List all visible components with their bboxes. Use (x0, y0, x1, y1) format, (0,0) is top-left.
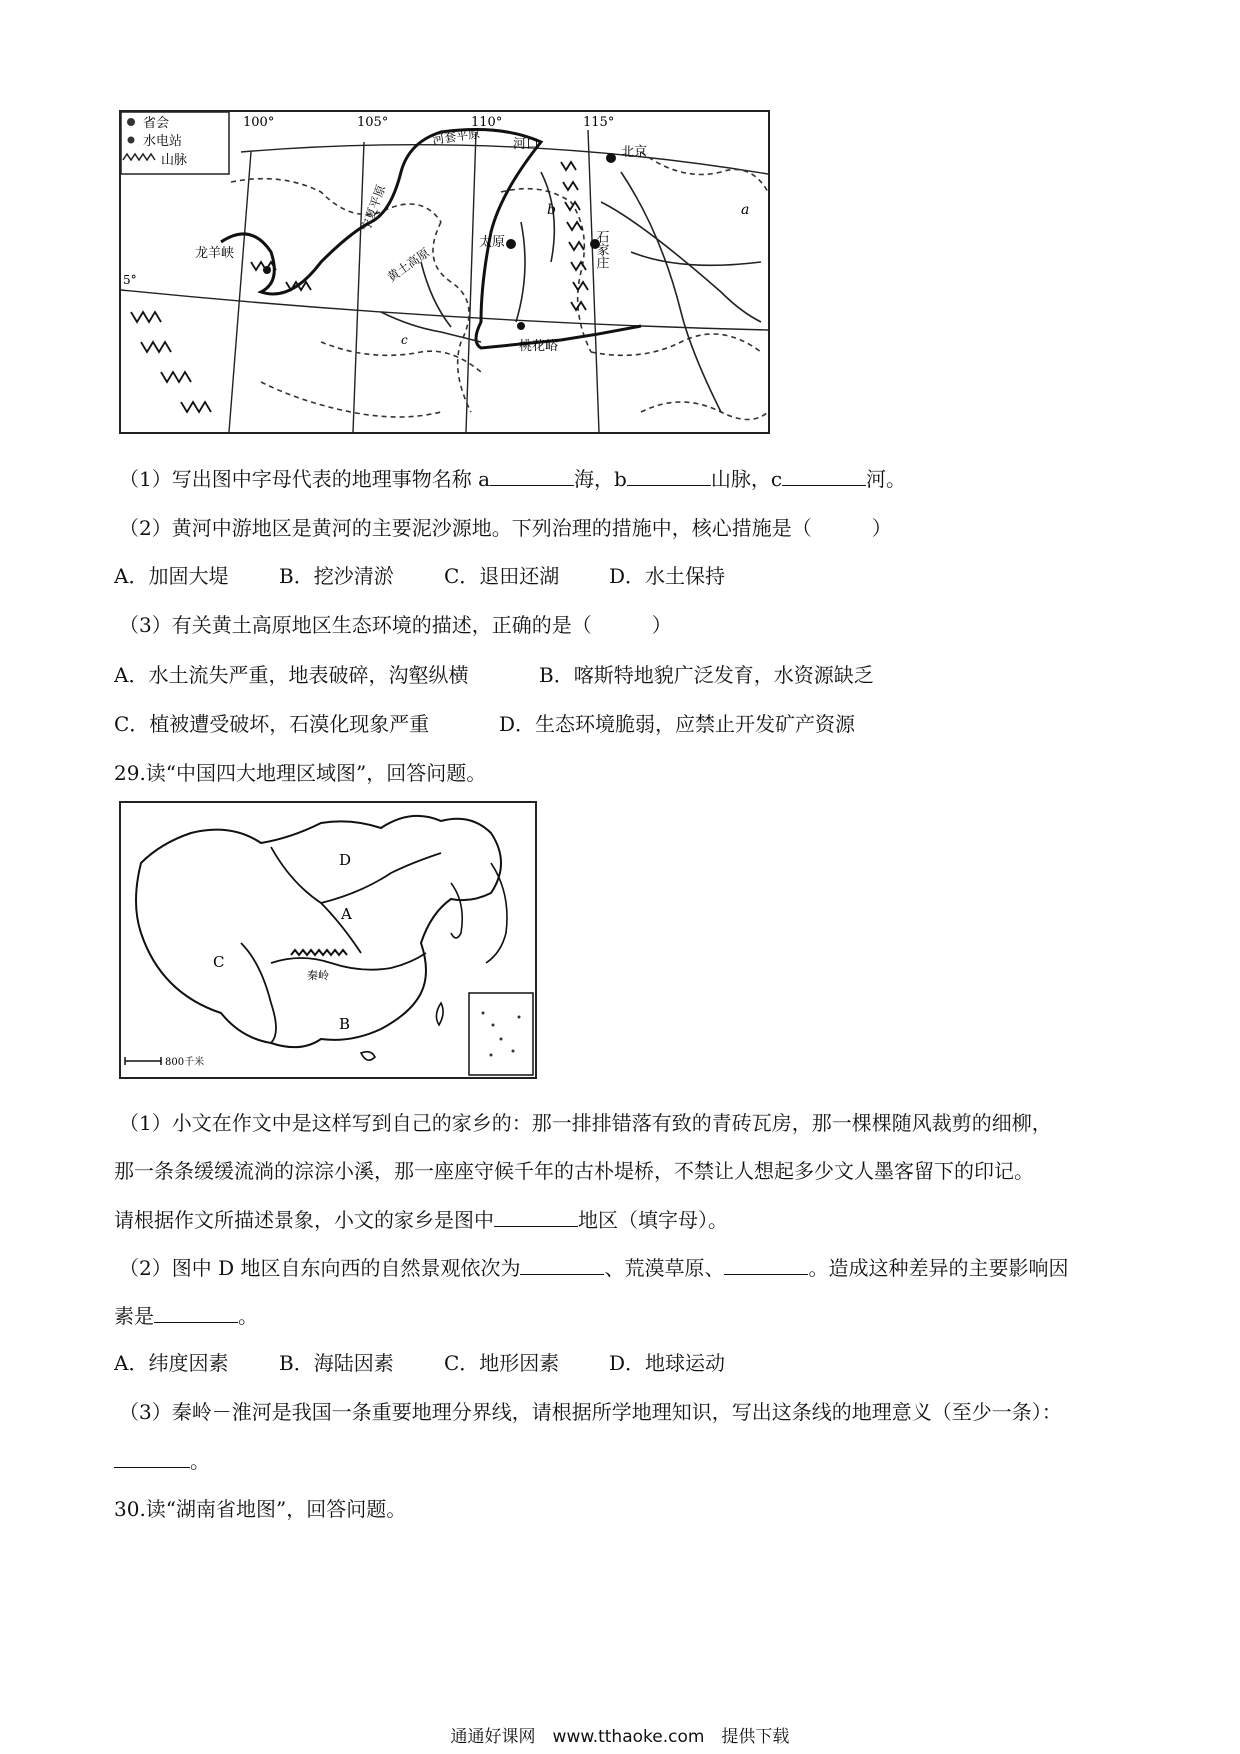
q29-p2-line2 (114, 1303, 258, 1329)
q29-p1-line1: （1）小文在作文中是这样写到自己的家乡的：那一排排错落有致的青砖瓦房，那一棵棵随风裁剪的细柳， (119, 1111, 1052, 1135)
q29-p1-line2: 那一条条缓缓流淌的淙淙小溪，那一座座守候千年的古朴堤桥，不禁让人想起多少文人墨客留下的印记。 (114, 1159, 1034, 1183)
q29-p3-line1: （3）秦岭－淮河是我国一条重要地理分界线，请根据所学地理知识，写出这条线的地理意义（至少一条）： (119, 1400, 1062, 1424)
taiyuan-dot (506, 239, 516, 249)
region-b: B (339, 1015, 351, 1033)
boundary-b-c (241, 943, 276, 1043)
yellow-river-map (119, 110, 770, 434)
capital-legend-icon (127, 118, 135, 126)
option-a[interactable]: A．加固大堤 (114, 564, 229, 588)
option-d[interactable]: D．水土保持 (609, 564, 726, 588)
q29-p1-line3 (114, 1207, 728, 1233)
label-loess-plateau: 黄土高原 (384, 245, 433, 285)
option-b[interactable]: B．喀斯特地貌广泛发育，水资源缺乏 (539, 663, 874, 687)
lon-110: 110° (471, 115, 503, 130)
label-hetao-plain: 河套平原 (431, 126, 481, 147)
q29-title: 29.读“中国四大地理区域图”，回答问题。 (114, 761, 487, 785)
legend-mountain: 山脉 (161, 153, 188, 168)
letter-b: b (547, 202, 556, 218)
page-footer: 通通好课网 www.tthaoke.com 提供下载 (450, 1727, 790, 1747)
label-hekou: 河口 (513, 137, 540, 152)
hydropower-legend-icon (128, 137, 135, 144)
blank-significance[interactable] (114, 1449, 190, 1468)
q29-p3-line2-tail: 。 (190, 1449, 210, 1473)
blank-c[interactable] (782, 467, 866, 486)
q29-p2-options (114, 1350, 725, 1376)
q28-part3: （3）有关黄土高原地区生态环境的描述，正确的是（ ） (119, 613, 672, 637)
label-taiyuan: 太原 (479, 235, 506, 250)
scale-bar (125, 1057, 161, 1065)
q28-p1-s3: 河。 (866, 467, 907, 491)
option-d[interactable]: D．生态环境脆弱，应禁止开发矿产资源 (499, 712, 856, 736)
letter-c: c (401, 333, 408, 347)
q29-p3-line2 (114, 1448, 210, 1474)
scale-label: 800千米 (165, 1057, 205, 1068)
q28-p1-s1: 海，b (574, 467, 627, 491)
legend-hydropower: 水电站 (143, 134, 183, 149)
q29-p2-line2-lead: 素是 (114, 1304, 154, 1328)
blank-b[interactable] (627, 467, 711, 486)
option-b[interactable]: B．海陆因素 (279, 1351, 394, 1375)
lon-100: 100° (243, 115, 275, 130)
q28-p1-lead: （1）写出图中字母代表的地理事物名称 a (119, 467, 491, 491)
q30-title: 30.读“湖南省地图”，回答问题。 (114, 1497, 407, 1521)
option-b[interactable]: B．挖沙清淤 (279, 564, 394, 588)
option-d[interactable]: D．地球运动 (609, 1351, 726, 1375)
label-shijiazhuang: 石家庄 (593, 230, 609, 269)
q29-p1-line3-tail: 地区（填字母）。 (578, 1208, 728, 1232)
q28-part1 (119, 466, 906, 492)
region-d: D (339, 851, 352, 869)
longyangxia-station (263, 266, 271, 274)
qinling-mountains (291, 950, 347, 955)
label-beijing: 北京 (621, 145, 648, 160)
taohuayu-station (517, 322, 525, 330)
q28-p2-options (114, 563, 725, 589)
china-outline (136, 816, 501, 1047)
lon-105: 105° (357, 115, 389, 130)
label-qinling: 秦岭 (307, 969, 329, 982)
blank-a[interactable] (490, 467, 574, 486)
label-taohuayu: 桃花峪 (519, 339, 559, 354)
blank-factor[interactable] (154, 1304, 238, 1323)
china-regions-map (119, 801, 537, 1079)
river-c (381, 312, 481, 342)
label-ningxia-plain: 宁夏平原 (358, 183, 389, 234)
south-china-sea-inset (469, 993, 533, 1075)
q28-p1-s2: 山脉，c (710, 467, 783, 491)
option-c[interactable]: C．地形因素 (444, 1351, 560, 1375)
option-c[interactable]: C．植被遭受破坏，石漠化现象严重 (114, 712, 430, 736)
lon-115: 115° (583, 115, 615, 130)
q28-p3-options-row2 (114, 711, 855, 737)
q28-part2: （2）黄河中游地区是黄河的主要泥沙源地。下列治理的措施中，核心措施是（ ） (119, 516, 892, 540)
letter-a: a (741, 202, 750, 218)
q29-p2-line1 (119, 1255, 1068, 1281)
region-c: C (213, 953, 225, 971)
option-a[interactable]: A．纬度因素 (114, 1351, 229, 1375)
blank-east-landscape[interactable] (520, 1256, 604, 1275)
qinling-line (271, 953, 426, 970)
legend-capital: 省会 (143, 116, 170, 131)
blank-west-landscape[interactable] (724, 1256, 808, 1275)
lat-label: 5° (123, 273, 137, 287)
q29-p2-mid: 、荒漠草原、 (604, 1256, 725, 1280)
q28-p3-options-row1 (114, 662, 874, 688)
option-c[interactable]: C．退田还湖 (444, 564, 560, 588)
q29-p1-line3-lead: 请根据作文所描述景象，小文的家乡是图中 (114, 1208, 494, 1232)
q29-p2-lead: （2）图中 D 地区自东向西的自然景观依次为 (119, 1256, 521, 1280)
blank-region[interactable] (494, 1208, 578, 1227)
q29-p2-tail: 。造成这种差异的主要影响因 (808, 1256, 1069, 1280)
option-a[interactable]: A．水土流失严重，地表破碎，沟壑纵横 (114, 663, 469, 687)
q29-p2-line2-tail: 。 (238, 1304, 258, 1328)
beijing-dot (606, 153, 616, 163)
region-a: A (341, 905, 352, 923)
label-longyangxia: 龙羊峡 (195, 246, 235, 261)
